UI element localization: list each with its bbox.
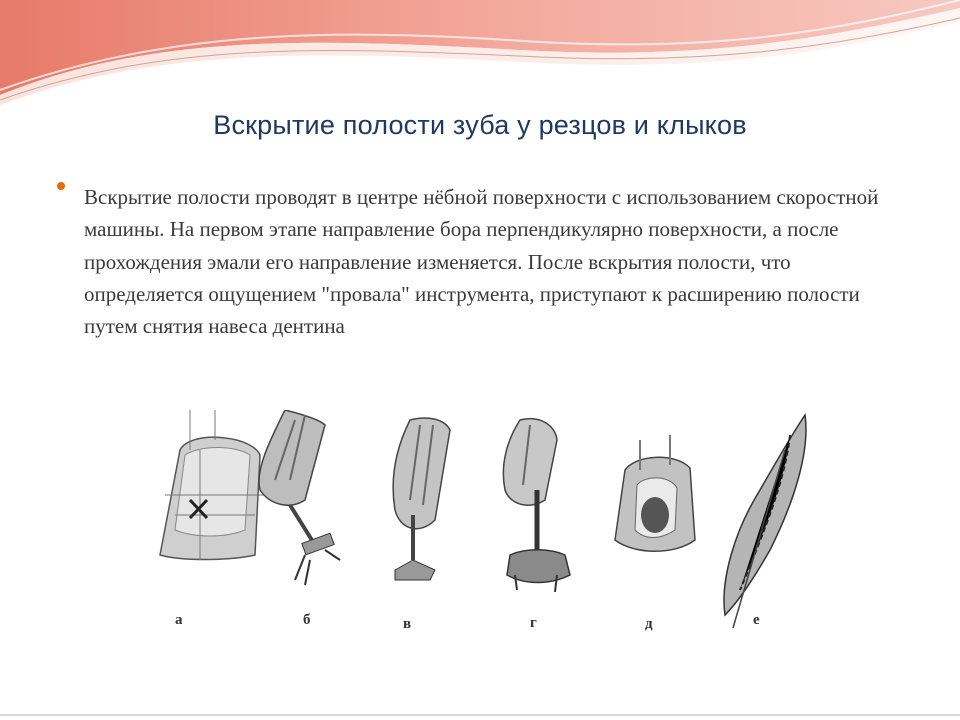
figure-label-d: д: [645, 616, 653, 632]
slide-title: Вскрытие полости зуба у резцов и клыков: [213, 110, 747, 140]
header-wave-decoration: [0, 0, 960, 110]
figure-label-v: в: [403, 616, 412, 632]
tooth-diagram-v: [393, 418, 450, 580]
figure-label-g: г: [530, 615, 537, 631]
figure-label-a: а: [175, 612, 183, 628]
figure-label-e: е: [753, 612, 760, 628]
tooth-illustration: [145, 410, 815, 640]
tooth-diagram-g: [503, 419, 570, 592]
bullet-dot-icon: [55, 180, 67, 192]
tooth-diagram-a: [160, 410, 265, 560]
bullet-text: Вскрытие полости проводят в центре нёбной поверхности с использованием скоростной машины. На первом этапе направление бора перпендикулярно поверхности, а после прохождения эмали его направление изменяется. После вскрытия полости, что определяется ощущением "провала" инструмента, приступают к расширению полости путем снятия навеса дентина: [84, 185, 879, 339]
tooth-diagram-d: [615, 435, 695, 551]
bottom-divider: [0, 714, 960, 716]
figure-label-b: б: [303, 612, 311, 628]
tooth-diagram-e: [724, 415, 806, 628]
tooth-diagram-b: [259, 410, 340, 585]
